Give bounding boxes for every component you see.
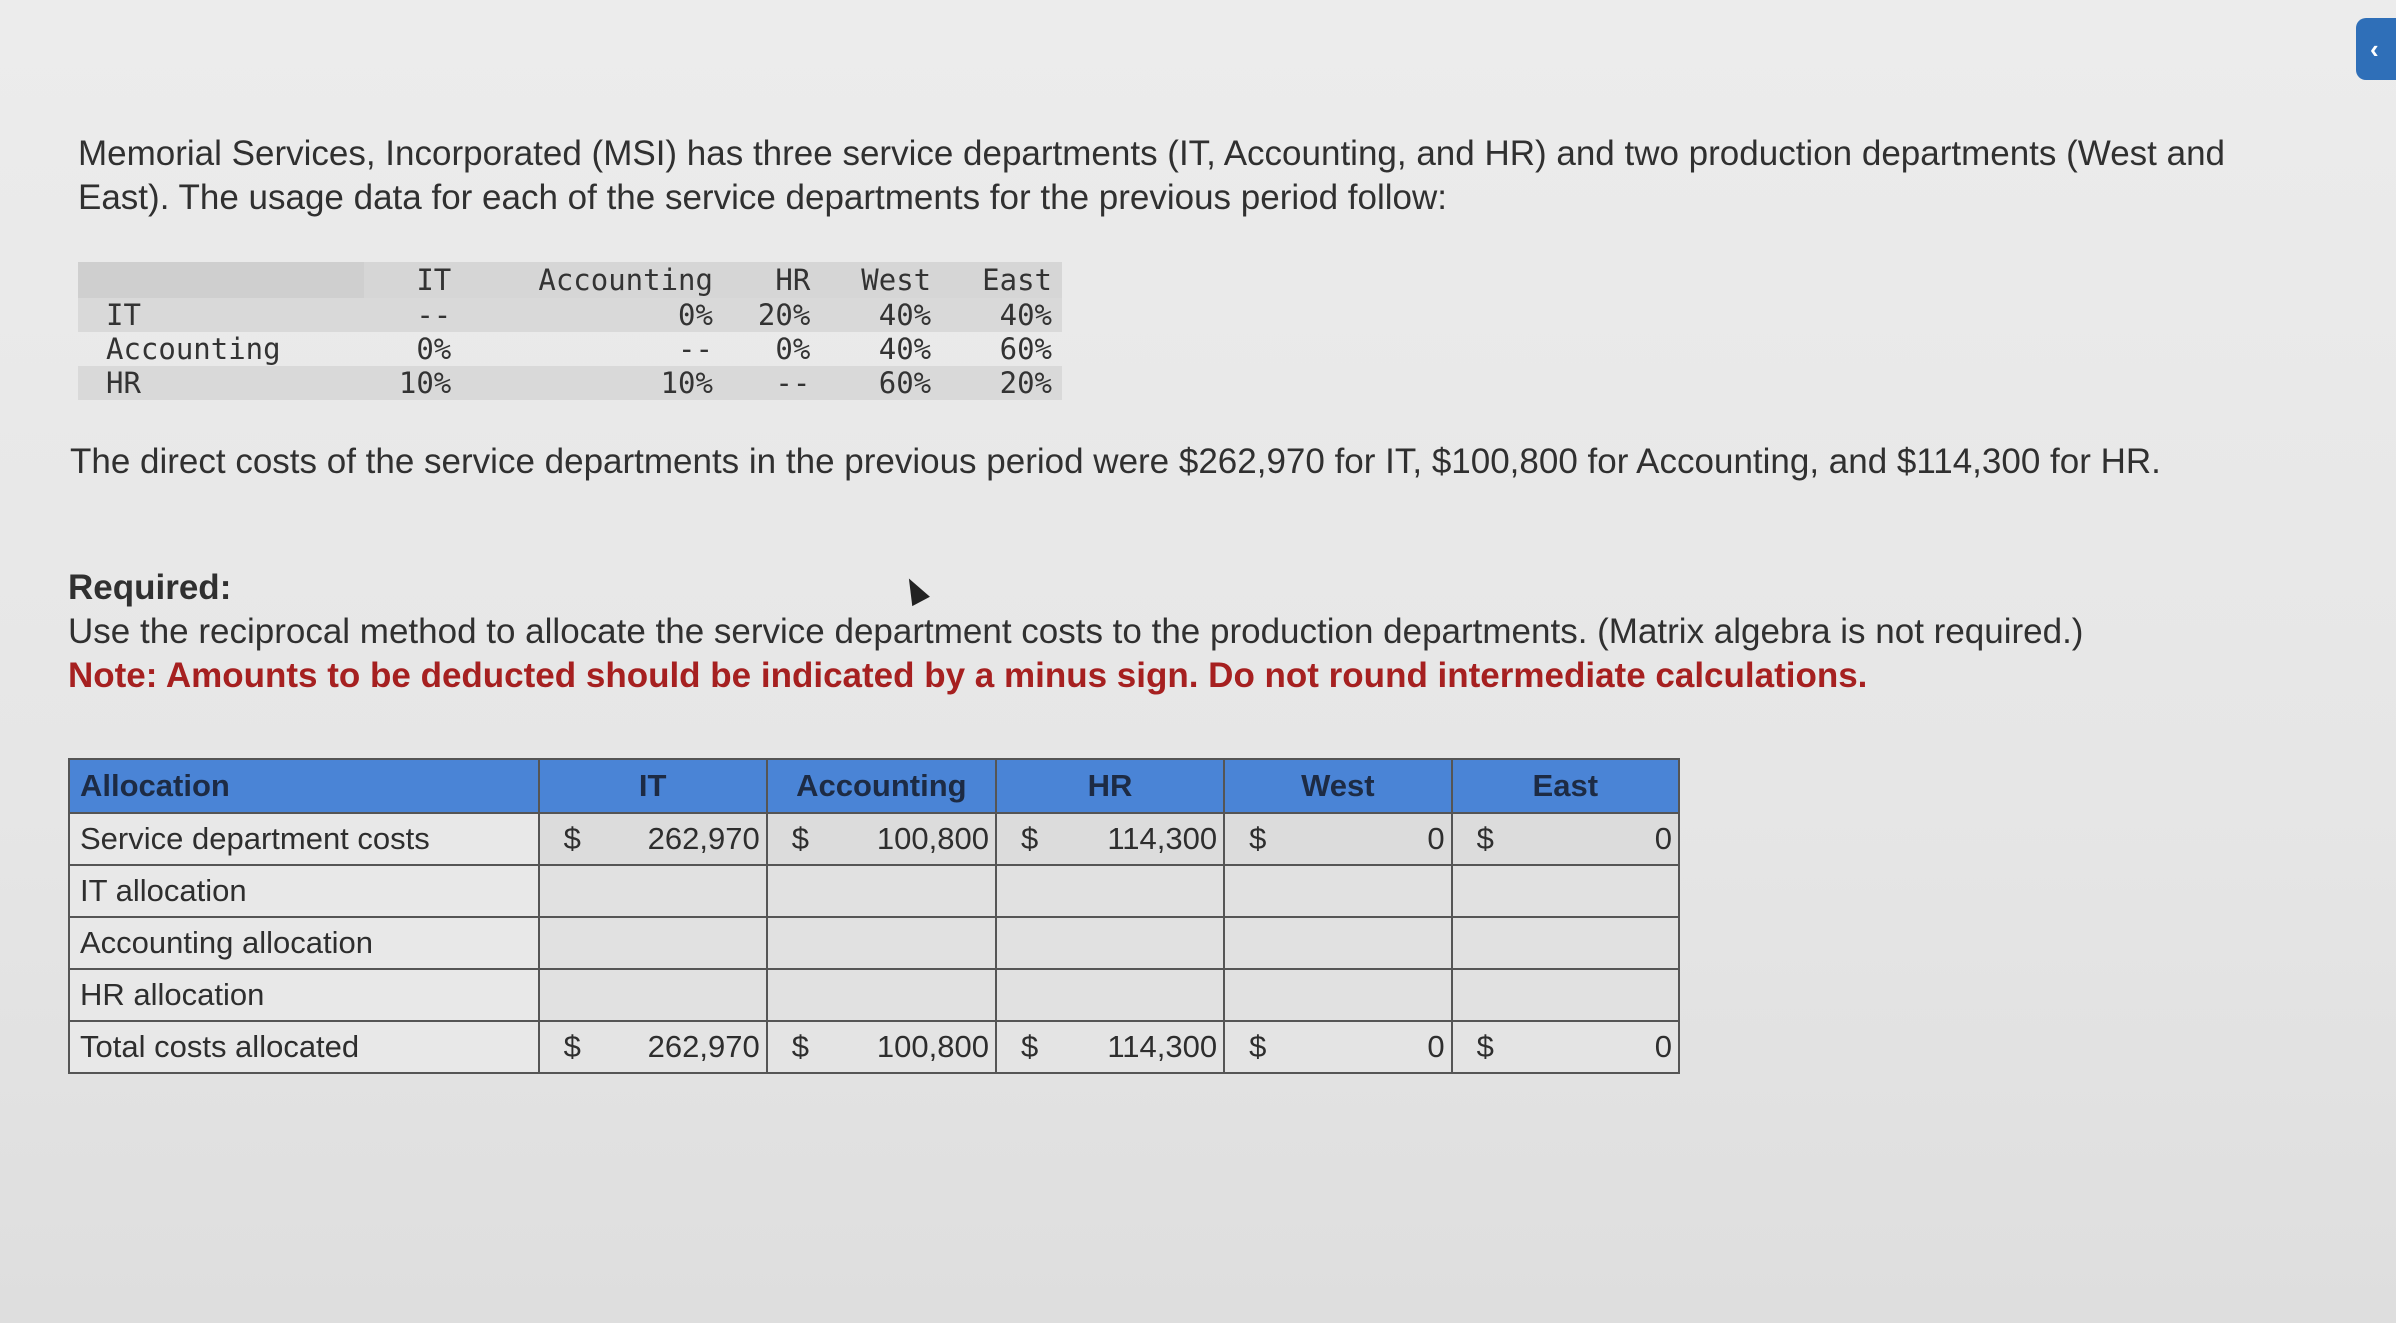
usage-cell: -- bbox=[723, 366, 820, 400]
row-label: Total costs allocated bbox=[69, 1021, 539, 1073]
usage-corner-cell bbox=[78, 262, 364, 298]
total-it: $ 262,970 bbox=[539, 1021, 767, 1073]
accounting-allocation-east-input[interactable] bbox=[1452, 917, 1679, 969]
row-label: IT allocation bbox=[69, 865, 539, 917]
allocation-header-row bbox=[69, 759, 1679, 813]
usage-cell: 20% bbox=[941, 366, 1062, 400]
usage-cell: 10% bbox=[364, 366, 461, 400]
allocation-header-label: Allocation bbox=[69, 759, 539, 813]
usage-cell: 10% bbox=[461, 366, 723, 400]
chevron-left-icon: ‹ bbox=[2370, 34, 2379, 64]
usage-col-header: IT bbox=[364, 262, 461, 298]
it-allocation-hr-input[interactable] bbox=[996, 865, 1224, 917]
usage-row-label: IT bbox=[78, 298, 364, 332]
usage-cell: -- bbox=[364, 298, 461, 332]
usage-cell: 40% bbox=[878, 332, 932, 366]
hr-allocation-east-input[interactable] bbox=[1452, 969, 1679, 1021]
accounting-allocation-row bbox=[69, 917, 1679, 969]
allocation-col-header: East bbox=[1452, 759, 1679, 813]
usage-cell: 60% bbox=[999, 332, 1052, 366]
total-hr: $ 114,300 bbox=[996, 1021, 1224, 1073]
usage-cell: 60% bbox=[820, 366, 941, 400]
service-cost-accounting: $ 100,800 bbox=[767, 813, 996, 865]
hr-allocation-accounting-input[interactable] bbox=[767, 969, 996, 1021]
total-accounting: $ 100,800 bbox=[767, 1021, 996, 1073]
usage-row-label: Accounting bbox=[106, 332, 281, 366]
hr-allocation-hr-input[interactable] bbox=[996, 969, 1224, 1021]
usage-header-row bbox=[78, 262, 1062, 298]
usage-row-hr bbox=[78, 366, 1062, 400]
usage-cell: 0% bbox=[416, 332, 452, 366]
accounting-allocation-accounting-input[interactable] bbox=[767, 917, 996, 969]
required-heading: Required: bbox=[68, 568, 232, 607]
usage-row-label: HR bbox=[78, 366, 364, 400]
usage-col-header: HR bbox=[723, 262, 820, 298]
it-allocation-it-input[interactable] bbox=[539, 865, 767, 917]
usage-data-table bbox=[78, 262, 1062, 400]
allocation-col-header: IT bbox=[539, 759, 767, 813]
usage-cell: 40% bbox=[820, 298, 941, 332]
required-section bbox=[68, 566, 2218, 698]
it-allocation-accounting-input[interactable] bbox=[767, 865, 996, 917]
accounting-allocation-west-input[interactable] bbox=[1224, 917, 1452, 969]
usage-col-header: Accounting bbox=[461, 262, 723, 298]
it-allocation-row bbox=[69, 865, 1679, 917]
required-instruction: Use the reciprocal method to allocate the service department costs to the production departments. (Matrix algebra is not required.) bbox=[68, 612, 2084, 651]
usage-row-accounting bbox=[78, 332, 1062, 366]
service-cost-hr: $ 114,300 bbox=[996, 813, 1224, 865]
usage-col-header: East bbox=[941, 262, 1062, 298]
total-west: $ 0 bbox=[1224, 1021, 1452, 1073]
service-costs-row bbox=[69, 813, 1679, 865]
row-label: HR allocation bbox=[69, 969, 539, 1021]
problem-intro: Memorial Services, Incorporated (MSI) has three service departments (IT, Accounting, and HR) and two production departments (West and East). The usage data for each of the service departments for the previous period follow: bbox=[78, 134, 2225, 217]
usage-cell: -- bbox=[678, 332, 713, 366]
direct-costs-text: The direct costs of the service departments in the previous period were $262,970 for IT, $100,800 for Accounting, and $114,300 for HR. bbox=[70, 442, 2161, 481]
allocation-col-header: HR bbox=[996, 759, 1224, 813]
usage-cell: 0% bbox=[775, 332, 811, 366]
hr-allocation-row bbox=[69, 969, 1679, 1021]
service-cost-east: $ 0 bbox=[1452, 813, 1679, 865]
row-label: Service department costs bbox=[69, 813, 539, 865]
service-cost-west: $ 0 bbox=[1224, 813, 1452, 865]
usage-row-it bbox=[78, 298, 1062, 332]
allocation-col-header: West bbox=[1224, 759, 1452, 813]
hr-allocation-it-input[interactable] bbox=[539, 969, 767, 1021]
side-panel-tab[interactable] bbox=[2356, 18, 2396, 80]
usage-cell: 20% bbox=[723, 298, 820, 332]
it-allocation-west-input[interactable] bbox=[1224, 865, 1452, 917]
required-note: Note: Amounts to be deducted should be indicated by a minus sign. Do not round intermediate calculations. bbox=[68, 656, 1868, 695]
it-allocation-east-input[interactable] bbox=[1452, 865, 1679, 917]
total-costs-row bbox=[69, 1021, 1679, 1073]
total-east: $ 0 bbox=[1452, 1021, 1679, 1073]
usage-cell: 0% bbox=[461, 298, 723, 332]
usage-cell: 40% bbox=[941, 298, 1062, 332]
allocation-col-header: Accounting bbox=[767, 759, 996, 813]
usage-col-header: West bbox=[820, 262, 941, 298]
service-cost-it: $ 262,970 bbox=[539, 813, 767, 865]
hr-allocation-west-input[interactable] bbox=[1224, 969, 1452, 1021]
allocation-table bbox=[68, 758, 1680, 1074]
accounting-allocation-hr-input[interactable] bbox=[996, 917, 1224, 969]
accounting-allocation-it-input[interactable] bbox=[539, 917, 767, 969]
row-label: Accounting allocation bbox=[69, 917, 539, 969]
